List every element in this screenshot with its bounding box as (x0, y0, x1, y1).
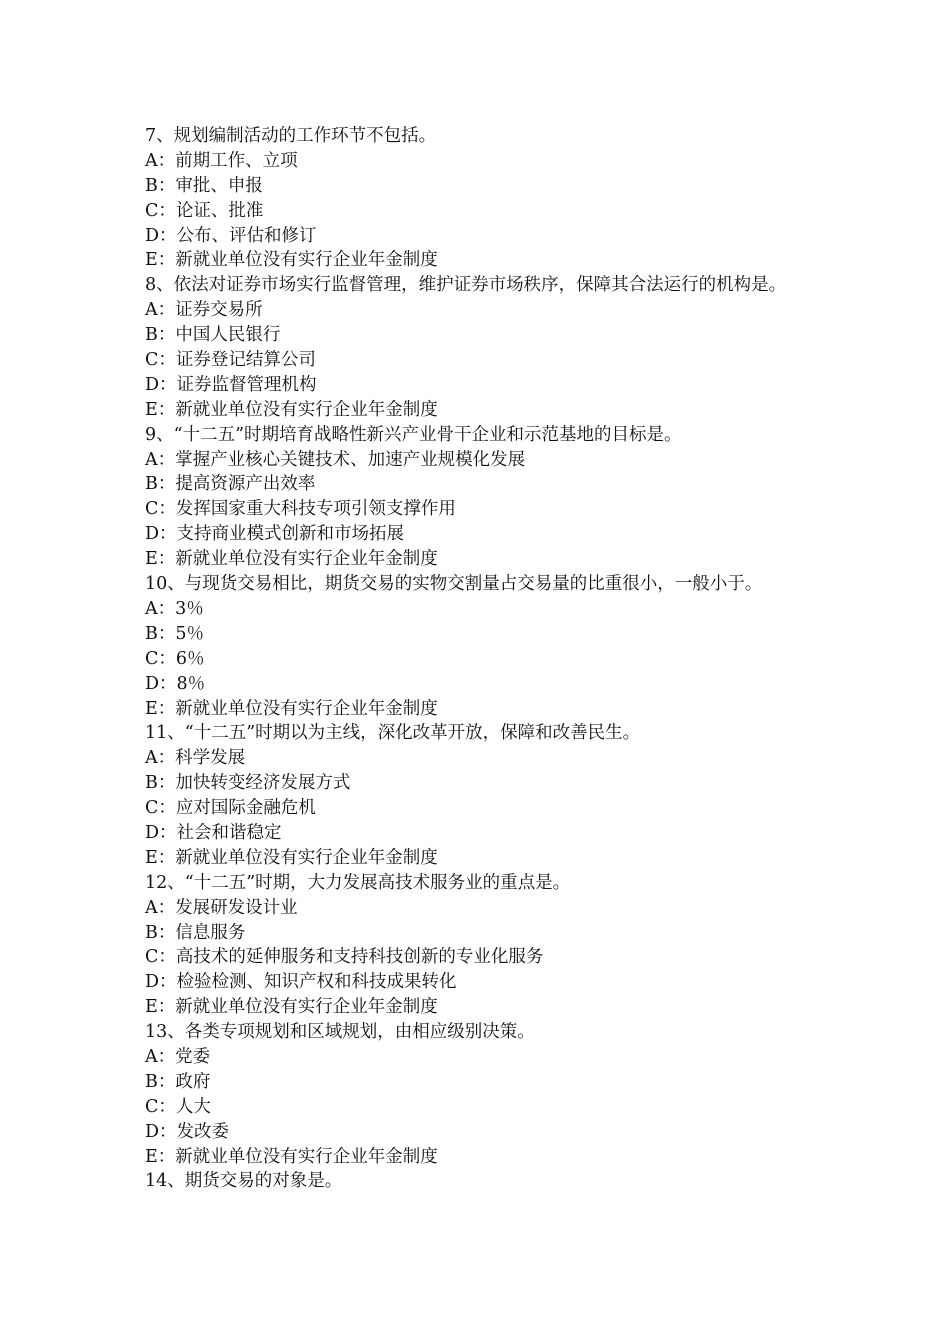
question-list (145, 124, 815, 1194)
option-a: A：党委 (145, 1046, 211, 1067)
option-e: E：新就业单位没有实行企业年金制度 (145, 1146, 438, 1167)
question-stem: 7、规划编制活动的工作环节不包括。 (145, 126, 437, 146)
question-stem: 12、“十二五”时期，大力发展高技术服务业的重点是。 (145, 872, 571, 893)
option-b: B：信息服务 (145, 922, 246, 943)
option-d: D：社会和谐稳定 (145, 822, 282, 843)
option-c: C：证券登记结算公司 (145, 350, 316, 371)
option-c: C：论证、批准 (145, 200, 264, 221)
option-e: E：新就业单位没有实行企业年金制度 (145, 997, 438, 1018)
option-a: A：前期工作、立项 (145, 150, 298, 171)
question-11 (145, 721, 815, 870)
question-stem: 11、“十二五”时期以为主线，深化改革开放，保障和改善民生。 (145, 723, 641, 744)
option-a: A：证券交易所 (145, 300, 263, 321)
option-e: E：新就业单位没有实行企业年金制度 (145, 549, 438, 570)
option-c: C：高技术的延伸服务和支持科技创新的专业化服务 (145, 947, 544, 968)
option-d: D：8％ (145, 673, 206, 694)
question-stem: 9、“十二五”时期培育战略性新兴产业骨干企业和示范基地的目标是。 (145, 424, 682, 445)
question-12 (145, 871, 815, 1020)
option-e: E：新就业单位没有实行企业年金制度 (145, 847, 438, 868)
option-d: D：支持商业模式创新和市场拓展 (145, 524, 405, 545)
option-d: D：检验检测、知识产权和科技成果转化 (145, 972, 457, 993)
option-d: D：证券监督管理机构 (145, 374, 317, 395)
question-8 (145, 273, 815, 422)
option-b: B：5％ (145, 623, 204, 644)
option-a: A：发展研发设计业 (145, 897, 298, 918)
question-stem: 10、与现货交易相比，期货交易的实物交割量占交易量的比重很小，一般小于。 (145, 574, 763, 595)
question-13 (145, 1020, 815, 1169)
option-e: E：新就业单位没有实行企业年金制度 (145, 698, 438, 719)
option-b: B：中国人民银行 (145, 325, 281, 346)
option-d: D：公布、评估和修订 (145, 225, 317, 246)
question-10 (145, 572, 815, 721)
option-b: B：加快转变经济发展方式 (145, 773, 351, 794)
question-stem: 8、依法对证券市场实行监督管理，维护证券市场秩序，保障其合法运行的机构是。 (145, 275, 787, 296)
option-a: A：掌握产业核心关键技术、加速产业规模化发展 (145, 449, 526, 470)
question-9 (145, 423, 815, 572)
question-14 (145, 1169, 815, 1194)
option-a: A：3％ (145, 598, 204, 619)
option-b: B：提高资源产出效率 (145, 474, 316, 495)
option-e: E：新就业单位没有实行企业年金制度 (145, 399, 438, 420)
option-e: E：新就业单位没有实行企业年金制度 (145, 250, 438, 271)
option-d: D：发改委 (145, 1121, 230, 1142)
option-c: C：6％ (145, 648, 205, 669)
option-a: A：科学发展 (145, 748, 246, 769)
question-stem: 14、期货交易的对象是。 (145, 1171, 343, 1192)
option-c: C：发挥国家重大科技专项引领支撑作用 (145, 499, 456, 520)
option-b: B：审批、申报 (145, 175, 263, 196)
question-stem: 13、各类专项规划和区域规划，由相应级别决策。 (145, 1022, 535, 1043)
option-b: B：政府 (145, 1071, 211, 1092)
option-c: C：应对国际金融危机 (145, 798, 316, 819)
option-c: C：人大 (145, 1096, 211, 1117)
question-7 (145, 124, 815, 273)
